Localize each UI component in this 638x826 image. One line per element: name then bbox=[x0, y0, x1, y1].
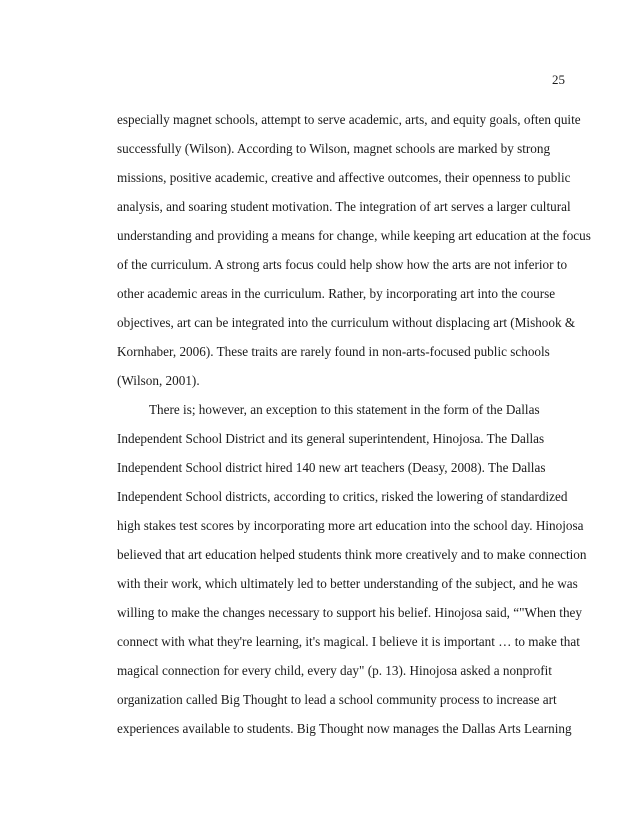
body-line: connect with what they're learning, it's magical. I believe it is important … to make that bbox=[117, 634, 580, 649]
body-line: Independent School districts, according to critics, risked the lowering of standardized bbox=[117, 489, 568, 504]
body-line: objectives, art can be integrated into the curriculum without displacing art (Mishook & bbox=[117, 315, 576, 330]
body-line: of the curriculum. A strong arts focus could help show how the arts are not inferior to bbox=[117, 257, 568, 272]
body-line: successfully (Wilson). According to Wilson, magnet schools are marked by strong bbox=[117, 141, 551, 156]
paragraph-first-line: There is; however, an exception to this statement in the form of the Dallas bbox=[149, 402, 540, 417]
body-line: with their work, which ultimately led to better understanding of the subject, and he was bbox=[117, 576, 578, 591]
body-line: understanding and providing a means for change, while keeping art education at the focus bbox=[117, 228, 591, 243]
body-line: believed that art education helped students think more creatively and to make connection bbox=[117, 547, 587, 562]
body-line: Independent School district hired 140 new art teachers (Deasy, 2008). The Dallas bbox=[117, 460, 546, 475]
body-line: experiences available to students. Big Thought now manages the Dallas Arts Learning bbox=[117, 721, 572, 736]
body-line: analysis, and soaring student motivation. The integration of art serves a larger cultural bbox=[117, 199, 571, 214]
body-line: (Wilson, 2001). bbox=[117, 373, 200, 388]
body-line: willing to make the changes necessary to support his belief. Hinojosa said, “"When they bbox=[117, 605, 582, 620]
body-line: Kornhaber, 2006). These traits are rarely found in non-arts-focused public schools bbox=[117, 344, 550, 359]
body-line: missions, positive academic, creative and affective outcomes, their openness to public bbox=[117, 170, 571, 185]
body-line: high stakes test scores by incorporating more art education into the school day. Hinojosa bbox=[117, 518, 584, 533]
body-line: magical connection for every child, every day" (p. 13). Hinojosa asked a nonprofit bbox=[117, 663, 552, 678]
body-line: Independent School District and its general superintendent, Hinojosa. The Dallas bbox=[117, 431, 545, 446]
body-line: especially magnet schools, attempt to serve academic, arts, and equity goals, often quite bbox=[117, 112, 581, 127]
page-number: 25 bbox=[552, 72, 565, 87]
body-line: other academic areas in the curriculum. Rather, by incorporating art into the course bbox=[117, 286, 556, 301]
body-line: organization called Big Thought to lead a school community process to increase art bbox=[117, 692, 557, 707]
